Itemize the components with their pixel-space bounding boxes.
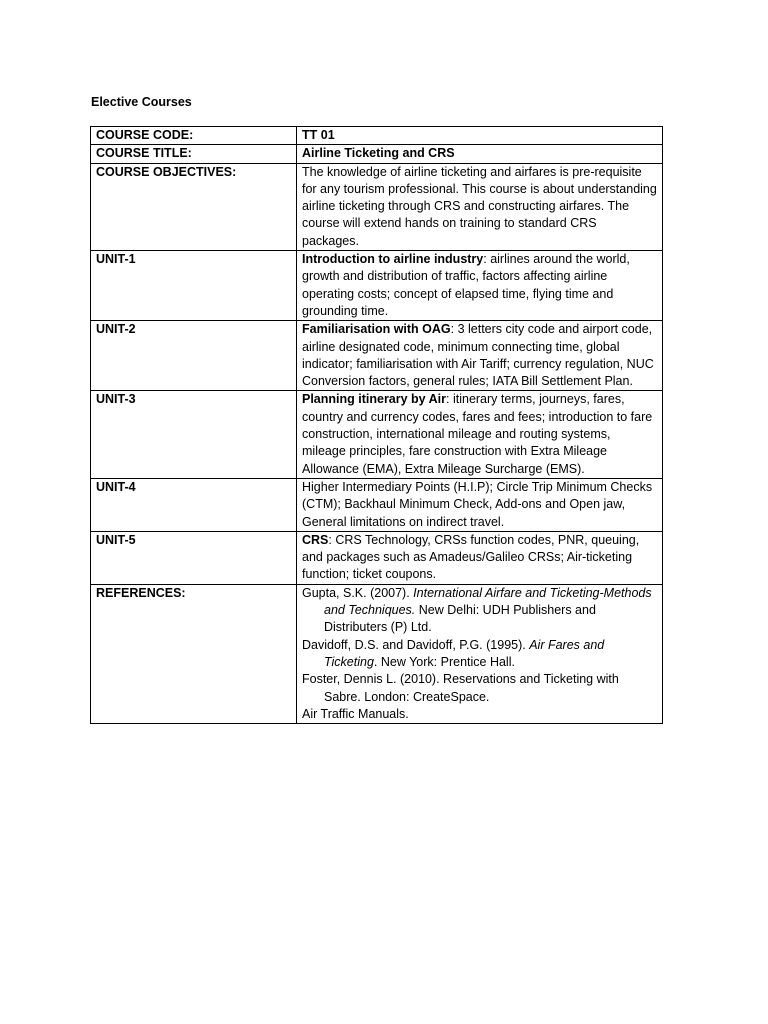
table-row-unit-3 — [91, 391, 663, 478]
references-list — [297, 584, 663, 723]
unit-5-description: : CRS Technology, CRSs function codes, PNR, queuing, and packages such as Amadeus/Galileo CRSs; Air-ticketing function; ticket coupons. — [302, 532, 640, 582]
unit-1-description: : airlines around the world, growth and distribution of traffic, factors affecting airline operating costs; concept of elapsed time, flying time and grounding time. — [302, 252, 630, 318]
course-title-value: Airline Ticketing and CRS — [297, 145, 663, 163]
unit-1-content — [297, 251, 663, 321]
unit-5-label: UNIT-5 — [91, 531, 297, 584]
reference-1-author: Gupta, S.K. (2007). — [302, 585, 414, 600]
reference-item: Foster, Dennis L. (2010). Reservations and Ticketing with Sabre. London: CreateSpace. — [302, 672, 619, 704]
course-table — [90, 126, 663, 724]
unit-4-label: UNIT-4 — [91, 478, 297, 531]
unit-2-label: UNIT-2 — [91, 321, 297, 391]
table-row-unit-5 — [91, 531, 663, 584]
unit-2-description: : 3 letters city code and airport code, airline designated code, minimum connecting time, global indicator; familiarisation with Air Tariff; currency regulation, NUC Conversion factors, general rules; IATA Bill Settlement Plan. — [302, 322, 654, 389]
reference-1-publisher: New Delhi: UDH Publishers and Distributers (P) Ltd. — [324, 603, 596, 635]
reference-2-title: Air Fares and Ticketing — [324, 637, 605, 669]
course-code-value: TT 01 — [297, 127, 663, 145]
table-row-unit-4 — [91, 478, 663, 531]
unit-5-topic: CRS — [302, 532, 329, 547]
reference-2-publisher: . New York: Prentice Hall. — [373, 654, 515, 669]
table-row-references — [91, 584, 663, 723]
course-title-label: COURSE TITLE: — [91, 145, 297, 163]
unit-3-content — [297, 391, 663, 478]
unit-3-topic: Planning itinerary by Air — [302, 392, 447, 407]
reference-item — [302, 585, 657, 637]
page-heading: Elective Courses — [91, 95, 192, 109]
table-row-course-title — [91, 145, 663, 163]
course-code-label: COURSE CODE: — [91, 127, 297, 145]
reference-item: Air Traffic Manuals. — [302, 706, 409, 721]
unit-2-topic: Familiarisation with OAG — [302, 322, 451, 337]
unit-1-label: UNIT-1 — [91, 251, 297, 321]
references-label: REFERENCES: — [91, 584, 297, 723]
reference-2-author: Davidoff, D.S. and Davidoff, P.G. (1995). — [302, 637, 530, 652]
course-objectives-label: COURSE OBJECTIVES: — [91, 163, 297, 250]
unit-1-topic: Introduction to airline industry — [302, 252, 484, 267]
table-row-course-code — [91, 127, 663, 145]
reference-item — [302, 637, 657, 672]
reference-1-title: International Airfare and Ticketing-Methods and Techniques. — [324, 585, 652, 618]
course-objectives-value: The knowledge of airline ticketing and airfares is pre-requisite for any tourism professional. This course is about understanding airline ticketing through CRS and constructing airfares. The course will extend hands on training to standard CRS packages. — [297, 163, 663, 250]
unit-5-content — [297, 531, 663, 584]
unit-2-content — [297, 321, 663, 391]
unit-3-description: : itinerary terms, journeys, fares, country and currency codes, fares and fees; introduction to fare construction, international mileage and routing systems, mileage principles, fare construction with Extra Mileage Allowance (EMA), Extra Mileage Surcharge (EMS). — [302, 392, 653, 476]
table-row-unit-1 — [91, 251, 663, 321]
unit-3-label: UNIT-3 — [91, 391, 297, 478]
unit-4-description: Higher Intermediary Points (H.I.P); Circle Trip Minimum Checks (CTM); Backhaul Minimum Check, Add-ons and Open jaw, General limitations on indirect travel. — [297, 478, 663, 531]
table-row-course-objectives — [91, 163, 663, 250]
table-row-unit-2 — [91, 321, 663, 391]
